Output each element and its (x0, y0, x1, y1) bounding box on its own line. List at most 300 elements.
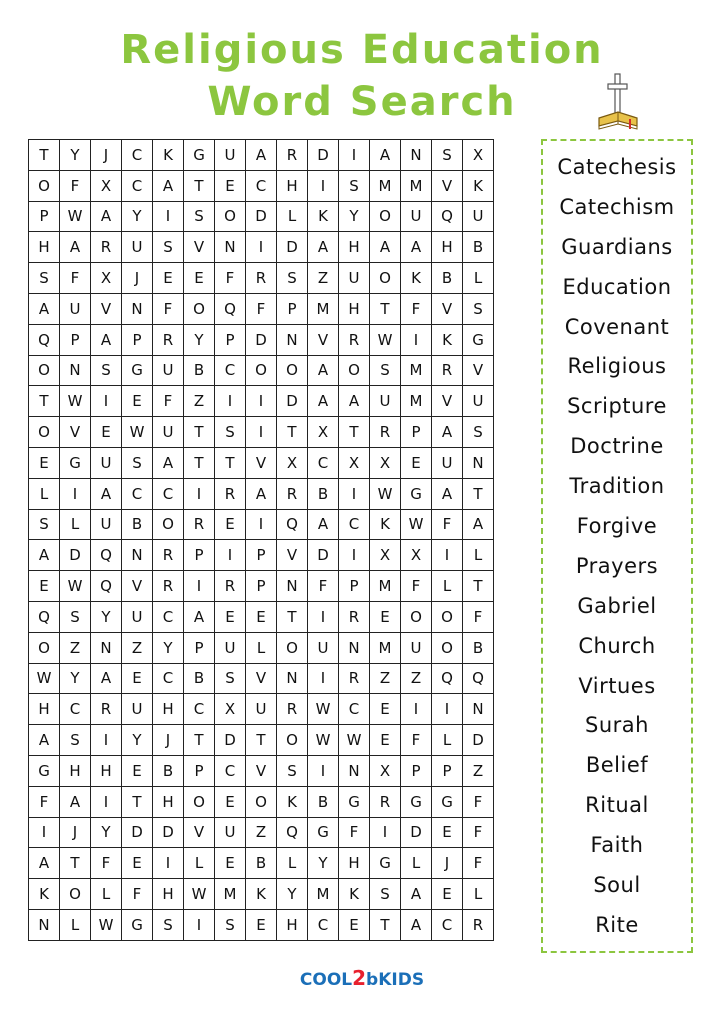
grid-cell: W (91, 909, 122, 940)
grid-cell: U (91, 447, 122, 478)
grid-cell: T (29, 140, 60, 171)
word-list-item: Prayers (575, 553, 659, 578)
grid-cell: B (463, 632, 494, 663)
grid-cell: C (246, 170, 277, 201)
grid-cell: U (215, 632, 246, 663)
grid-cell: R (432, 355, 463, 386)
grid-cell: S (215, 417, 246, 448)
grid-row (29, 879, 494, 910)
grid-cell: W (370, 324, 401, 355)
grid-cell: F (432, 509, 463, 540)
grid-cell: F (339, 817, 370, 848)
grid-cell: R (463, 909, 494, 940)
grid-cell: V (463, 355, 494, 386)
grid-cell: T (122, 786, 153, 817)
grid-cell: P (277, 293, 308, 324)
grid-cell: G (401, 786, 432, 817)
grid-cell: H (60, 755, 91, 786)
grid-cell: A (401, 879, 432, 910)
grid-cell: R (91, 232, 122, 263)
grid-cell: C (339, 694, 370, 725)
grid-cell: A (370, 140, 401, 171)
grid-cell: J (91, 140, 122, 171)
grid-cell: E (215, 170, 246, 201)
grid-cell: E (184, 263, 215, 294)
grid-cell: H (91, 755, 122, 786)
grid-cell: D (277, 232, 308, 263)
grid-cell: E (370, 601, 401, 632)
page-subtitle: Word Search (207, 79, 517, 125)
grid-cell: E (29, 571, 60, 602)
grid-cell: R (91, 694, 122, 725)
grid-cell: Y (277, 879, 308, 910)
grid-cell: X (91, 170, 122, 201)
grid-cell: O (29, 170, 60, 201)
grid-cell: M (215, 879, 246, 910)
grid-cell: H (29, 694, 60, 725)
grid-cell: I (246, 386, 277, 417)
grid-cell: I (29, 817, 60, 848)
grid-cell: G (432, 786, 463, 817)
grid-cell: O (432, 601, 463, 632)
grid-cell: R (246, 263, 277, 294)
grid-cell: F (401, 293, 432, 324)
grid-cell: X (370, 540, 401, 571)
grid-cell: T (370, 909, 401, 940)
grid-cell: L (277, 201, 308, 232)
grid-cell: O (401, 601, 432, 632)
grid-cell: F (463, 817, 494, 848)
grid-cell: I (339, 540, 370, 571)
grid-cell: Y (91, 817, 122, 848)
grid-cell: I (153, 201, 184, 232)
grid-cell: I (246, 509, 277, 540)
grid-cell: C (122, 140, 153, 171)
grid-cell: R (153, 571, 184, 602)
grid-cell: U (401, 201, 432, 232)
grid-cell: O (432, 632, 463, 663)
grid-cell: S (277, 755, 308, 786)
grid-cell: Y (339, 201, 370, 232)
grid-cell: B (308, 478, 339, 509)
grid-cell: O (370, 201, 401, 232)
grid-cell: T (463, 571, 494, 602)
grid-cell: E (29, 447, 60, 478)
grid-cell: I (370, 817, 401, 848)
grid-cell: I (60, 478, 91, 509)
grid-cell: Z (122, 632, 153, 663)
grid-cell: D (215, 725, 246, 756)
grid-cell: H (153, 694, 184, 725)
grid-cell: P (29, 201, 60, 232)
grid-row (29, 355, 494, 386)
grid-cell: Y (60, 140, 91, 171)
grid-cell: W (339, 725, 370, 756)
grid-cell: Q (29, 601, 60, 632)
grid-cell: E (339, 909, 370, 940)
grid-cell: O (153, 509, 184, 540)
grid-row (29, 848, 494, 879)
grid-cell: G (122, 355, 153, 386)
grid-cell: Q (432, 663, 463, 694)
word-list-item: Education (562, 274, 672, 299)
grid-cell: M (370, 571, 401, 602)
grid-cell: P (215, 324, 246, 355)
grid-cell: V (432, 386, 463, 417)
grid-cell: E (370, 694, 401, 725)
grid-cell: E (215, 509, 246, 540)
grid-cell: N (122, 540, 153, 571)
grid-cell: I (184, 909, 215, 940)
grid-cell: Z (401, 663, 432, 694)
grid-cell: E (215, 848, 246, 879)
grid-cell: I (308, 170, 339, 201)
grid-cell: I (153, 848, 184, 879)
grid-cell: A (60, 232, 91, 263)
grid-cell: T (60, 848, 91, 879)
grid-cell: Q (277, 817, 308, 848)
grid-cell: S (463, 417, 494, 448)
grid-cell: V (432, 170, 463, 201)
grid-cell: N (277, 663, 308, 694)
grid-cell: G (308, 817, 339, 848)
word-list-item: Doctrine (570, 434, 664, 459)
grid-cell: O (60, 879, 91, 910)
grid-cell: K (370, 509, 401, 540)
grid-cell: G (463, 324, 494, 355)
grid-cell: F (29, 786, 60, 817)
word-list-item: Rite (595, 912, 639, 937)
grid-cell: R (153, 324, 184, 355)
grid-cell: Z (308, 263, 339, 294)
grid-cell: S (432, 140, 463, 171)
grid-cell: N (277, 324, 308, 355)
grid-cell: M (308, 293, 339, 324)
grid-cell: A (308, 355, 339, 386)
grid-cell: F (91, 848, 122, 879)
grid-cell: I (308, 601, 339, 632)
grid-cell: O (29, 632, 60, 663)
grid-cell: G (401, 478, 432, 509)
grid-cell: X (401, 540, 432, 571)
grid-cell: P (246, 540, 277, 571)
grid-cell: I (91, 725, 122, 756)
grid-cell: K (401, 263, 432, 294)
grid-cell: C (153, 478, 184, 509)
grid-cell: N (29, 909, 60, 940)
grid-cell: M (401, 386, 432, 417)
grid-row (29, 447, 494, 478)
grid-cell: N (339, 755, 370, 786)
word-list-item: Catechesis (557, 155, 677, 179)
grid-cell: S (370, 355, 401, 386)
grid-cell: Y (60, 663, 91, 694)
grid-cell: F (401, 571, 432, 602)
grid-cell: S (277, 263, 308, 294)
grid-cell: J (122, 263, 153, 294)
grid-row (29, 663, 494, 694)
grid-cell: T (339, 417, 370, 448)
grid-cell: K (246, 879, 277, 910)
grid-cell: I (184, 571, 215, 602)
grid-cell: L (60, 509, 91, 540)
grid-cell: X (370, 755, 401, 786)
brand-logo: COOL2bKIDS (299, 966, 425, 990)
grid-cell: A (401, 909, 432, 940)
grid-cell: S (153, 232, 184, 263)
grid-cell: A (246, 478, 277, 509)
grid-row (29, 601, 494, 632)
grid-cell: P (122, 324, 153, 355)
grid-cell: V (246, 447, 277, 478)
grid-row (29, 170, 494, 201)
grid-row (29, 386, 494, 417)
grid-cell: N (339, 632, 370, 663)
grid-cell: A (29, 848, 60, 879)
grid-cell: K (277, 786, 308, 817)
grid-cell: R (339, 663, 370, 694)
grid-cell: X (308, 417, 339, 448)
grid-row (29, 417, 494, 448)
grid-cell: I (339, 140, 370, 171)
grid-cell: N (463, 694, 494, 725)
grid-cell: C (153, 601, 184, 632)
grid-cell: W (60, 201, 91, 232)
grid-cell: Z (60, 632, 91, 663)
word-list-item: Virtues (578, 673, 656, 698)
grid-row (29, 755, 494, 786)
grid-cell: R (153, 540, 184, 571)
grid-cell: U (153, 417, 184, 448)
grid-cell: Y (153, 632, 184, 663)
grid-cell: D (122, 817, 153, 848)
grid-cell: D (401, 817, 432, 848)
grid-cell: Z (184, 386, 215, 417)
grid-cell: O (184, 786, 215, 817)
grid-cell: N (122, 293, 153, 324)
grid-cell: K (29, 879, 60, 910)
grid-cell: S (122, 447, 153, 478)
grid-cell: P (401, 755, 432, 786)
grid-cell: F (122, 879, 153, 910)
grid-cell: J (432, 848, 463, 879)
grid-row (29, 786, 494, 817)
word-search-grid (28, 139, 494, 941)
grid-cell: L (277, 848, 308, 879)
grid-cell: A (401, 232, 432, 263)
grid-row (29, 201, 494, 232)
grid-cell: C (215, 355, 246, 386)
grid-cell: P (401, 417, 432, 448)
grid-cell: W (60, 571, 91, 602)
grid-cell: W (184, 879, 215, 910)
grid-cell: L (246, 632, 277, 663)
grid-cell: C (153, 663, 184, 694)
grid-row (29, 478, 494, 509)
grid-cell: A (29, 725, 60, 756)
grid-cell: I (432, 694, 463, 725)
grid-cell: Q (215, 293, 246, 324)
grid-cell: F (463, 786, 494, 817)
grid-cell: N (91, 632, 122, 663)
grid-cell: T (215, 447, 246, 478)
grid-cell: A (91, 201, 122, 232)
grid-cell: A (184, 601, 215, 632)
grid-cell: H (153, 879, 184, 910)
grid-cell: K (432, 324, 463, 355)
grid-cell: F (463, 848, 494, 879)
grid-cell: F (153, 293, 184, 324)
grid-cell: Q (277, 509, 308, 540)
grid-cell: U (60, 293, 91, 324)
grid-cell: T (184, 725, 215, 756)
grid-row (29, 540, 494, 571)
grid-cell: U (91, 509, 122, 540)
grid-cell: T (277, 417, 308, 448)
grid-cell: I (401, 694, 432, 725)
grid-cell: H (339, 848, 370, 879)
word-list-item: Religious (567, 354, 667, 379)
grid-cell: T (370, 293, 401, 324)
grid-cell: Q (91, 540, 122, 571)
grid-cell: H (29, 232, 60, 263)
grid-cell: E (246, 601, 277, 632)
word-list-item: Belief (585, 753, 649, 778)
grid-cell: E (246, 909, 277, 940)
grid-cell: F (60, 170, 91, 201)
grid-cell: B (184, 663, 215, 694)
grid-cell: A (153, 170, 184, 201)
grid-cell: E (432, 817, 463, 848)
grid-cell: O (370, 263, 401, 294)
grid-cell: E (122, 386, 153, 417)
grid-cell: Z (370, 663, 401, 694)
word-list-item: Tradition (569, 474, 665, 499)
word-list-item: Ritual (585, 793, 649, 818)
grid-cell: T (184, 447, 215, 478)
grid-cell: S (60, 601, 91, 632)
grid-cell: A (432, 478, 463, 509)
grid-cell: C (215, 755, 246, 786)
grid-cell: P (246, 571, 277, 602)
grid-cell: C (122, 170, 153, 201)
grid-cell: R (339, 324, 370, 355)
grid-cell: O (215, 201, 246, 232)
grid-cell: U (339, 263, 370, 294)
grid-cell: D (308, 540, 339, 571)
grid-cell: B (153, 755, 184, 786)
grid-cell: G (122, 909, 153, 940)
grid-cell: F (308, 571, 339, 602)
grid-cell: E (122, 755, 153, 786)
grid-row (29, 694, 494, 725)
grid-cell: J (60, 817, 91, 848)
grid-cell: R (277, 478, 308, 509)
grid-cell: I (246, 417, 277, 448)
grid-row (29, 909, 494, 940)
grid-cell: M (308, 879, 339, 910)
grid-cell: V (277, 540, 308, 571)
grid-cell: K (153, 140, 184, 171)
grid-cell: S (463, 293, 494, 324)
grid-cell: L (432, 571, 463, 602)
grid-cell: B (122, 509, 153, 540)
grid-cell: A (60, 786, 91, 817)
grid-cell: F (215, 263, 246, 294)
grid-cell: I (432, 540, 463, 571)
grid-cell: U (215, 817, 246, 848)
grid-cell: P (184, 755, 215, 786)
grid-cell: B (184, 355, 215, 386)
grid-cell: C (432, 909, 463, 940)
grid-cell: C (184, 694, 215, 725)
grid-cell: G (60, 447, 91, 478)
grid-cell: C (339, 509, 370, 540)
grid-cell: S (29, 509, 60, 540)
word-list-item: Gabriel (577, 593, 657, 618)
grid-cell: U (432, 447, 463, 478)
grid-cell: Y (184, 324, 215, 355)
grid-cell: S (215, 663, 246, 694)
grid-cell: J (153, 725, 184, 756)
grid-cell: H (339, 293, 370, 324)
grid-cell: U (153, 355, 184, 386)
grid-cell: U (122, 232, 153, 263)
grid-cell: O (277, 725, 308, 756)
grid-cell: A (91, 478, 122, 509)
grid-cell: N (277, 571, 308, 602)
grid-cell: W (60, 386, 91, 417)
grid-cell: E (432, 879, 463, 910)
grid-cell: R (370, 786, 401, 817)
grid-cell: G (29, 755, 60, 786)
grid-cell: I (215, 386, 246, 417)
grid-cell: P (184, 540, 215, 571)
grid-cell: A (308, 232, 339, 263)
word-list-item: Soul (593, 873, 641, 898)
grid-cell: G (370, 848, 401, 879)
grid-cell: N (60, 355, 91, 386)
grid-cell: S (184, 201, 215, 232)
grid-cell: D (246, 201, 277, 232)
grid-row (29, 632, 494, 663)
grid-cell: I (308, 663, 339, 694)
grid-cell: S (153, 909, 184, 940)
grid-cell: V (60, 417, 91, 448)
grid-cell: X (277, 447, 308, 478)
grid-cell: Q (463, 663, 494, 694)
grid-row (29, 509, 494, 540)
grid-cell: T (463, 478, 494, 509)
grid-cell: V (432, 293, 463, 324)
grid-cell: U (122, 601, 153, 632)
grid-cell: E (401, 447, 432, 478)
grid-cell: A (308, 386, 339, 417)
grid-cell: B (308, 786, 339, 817)
grid-cell: Z (463, 755, 494, 786)
grid-cell: W (370, 478, 401, 509)
grid-cell: R (184, 509, 215, 540)
grid-cell: X (339, 447, 370, 478)
grid-cell: U (463, 386, 494, 417)
grid-cell: M (370, 170, 401, 201)
grid-cell: H (339, 232, 370, 263)
grid-cell: A (153, 447, 184, 478)
grid-cell: L (463, 263, 494, 294)
word-list-item: Faith (590, 833, 644, 858)
grid-cell: C (122, 478, 153, 509)
grid-row (29, 324, 494, 355)
